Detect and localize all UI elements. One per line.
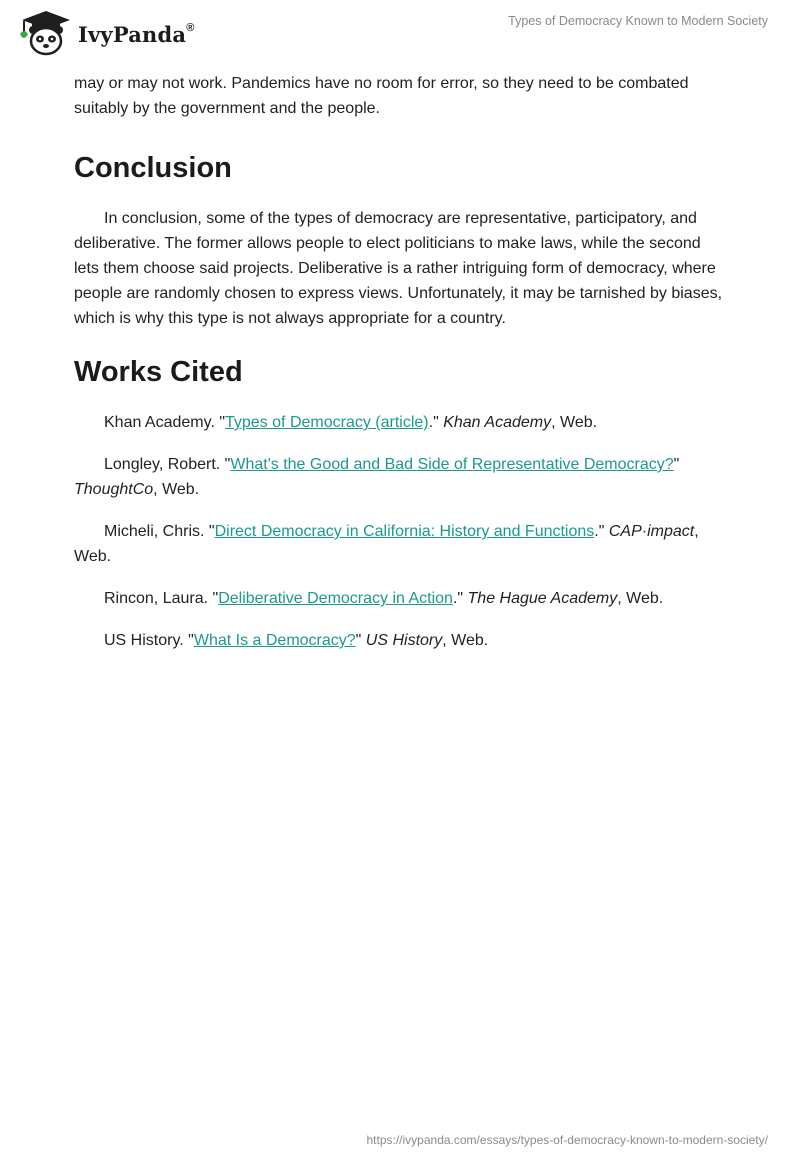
works-cited-heading: Works Cited xyxy=(74,356,243,388)
page-header xyxy=(0,0,800,60)
citation-link[interactable]: What's the Good and Bad Side of Representative Democracy? xyxy=(230,456,674,473)
citation-link[interactable]: Types of Democracy (article) xyxy=(225,414,429,431)
conclusion-heading: Conclusion xyxy=(74,152,232,184)
citation-us-history: US History. "What Is a Democracy?" US History, Web. xyxy=(104,632,489,649)
citation-link[interactable]: What Is a Democracy? xyxy=(193,632,356,649)
citation-rincon: Rincon, Laura. "Deliberative Democracy in Action." The Hague Academy, Web. xyxy=(104,590,664,607)
ivypanda-logo[interactable] xyxy=(14,8,195,58)
citation-longley: Longley, Robert. "What's the Good and Bad Side of Representative Democracy?" ThoughtCo, Web. xyxy=(74,456,680,498)
conclusion-paragraph: In conclusion, some of the types of democracy are representative, participatory, and deliberative. The former allows people to elect politicians to make laws, while the second lets them choose said projects. Deliberative is a rather intriguing form of democracy, where people are randomly chosen to express views. Unfortunately, it may be tarnished by biases, which is why this type is not always appropriate for a country. xyxy=(74,210,723,327)
citation-micheli: Micheli, Chris. "Direct Democracy in California: History and Functions." CAP·impact, Web. xyxy=(74,523,699,565)
citation-khan-academy: Khan Academy. "Types of Democracy (article)." Khan Academy, Web. xyxy=(104,414,598,431)
logo-wordmark: IvyPanda® xyxy=(78,21,195,47)
running-title: Types of Democracy Known to Modern Society xyxy=(508,14,768,28)
document-body xyxy=(74,71,726,670)
citation-link[interactable]: Deliberative Democracy in Action xyxy=(218,590,453,607)
citation-list xyxy=(74,410,726,653)
footer-source-url[interactable]: https://ivypanda.com/essays/types-of-democracy-known-to-modern-society/ xyxy=(366,1133,768,1147)
intro-paragraph: may or may not work. Pandemics have no room for error, so they need to be combated suitably by the government and the people. xyxy=(74,75,689,117)
panda-graduate-logo-icon xyxy=(14,8,76,58)
citation-link[interactable]: Direct Democracy in California: History and Functions xyxy=(214,523,595,540)
